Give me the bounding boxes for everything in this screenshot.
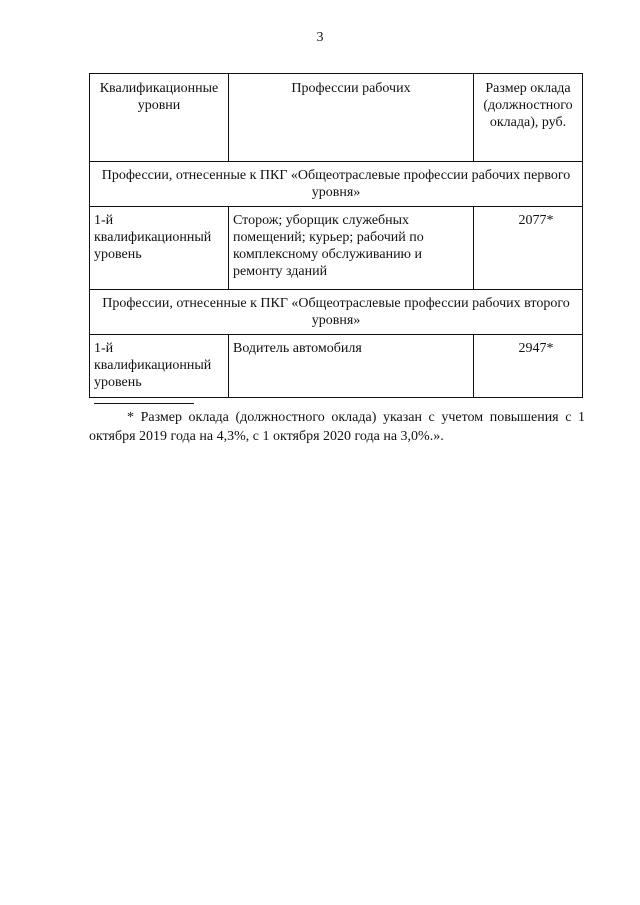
page-number: 3 [316,30,324,45]
footnote: * Размер оклада (должностного оклада) указан с учетом повышения с 1 октября 2019 года на 4,3%, с 1 октября 2020 года на 3,0%.». [89,410,585,444]
qualification-level-cell: 1-й квалификационный уровень [90,335,229,398]
group-title-first-level: Профессии, отнесенные к ПКГ «Общеотраслевые профессии рабочих первого уровня» [90,162,583,207]
footnote-divider [94,403,194,404]
qualification-level-cell: 1-й квалификационный уровень [90,207,229,290]
salary-table [89,73,583,398]
table-row [90,335,583,398]
group-header-row [90,162,583,207]
table-row [90,207,583,290]
table-header-row [90,74,583,162]
professions-cell: Сторож; уборщик служебных помещений; курьер; рабочий по комплексному обслуживанию и ремонту зданий [229,207,474,290]
group-title-second-level: Профессии, отнесенные к ПКГ «Общеотраслевые профессии рабочих второго уровня» [90,290,583,335]
header-professions: Профессии рабочих [229,74,474,162]
group-header-row [90,290,583,335]
header-salary: Размер оклада (должностного оклада), руб. [474,74,583,162]
salary-cell: 2077* [474,207,583,290]
header-level: Квалификационные уровни [90,74,229,162]
professions-cell: Водитель автомобиля [229,335,474,398]
salary-cell: 2947* [474,335,583,398]
